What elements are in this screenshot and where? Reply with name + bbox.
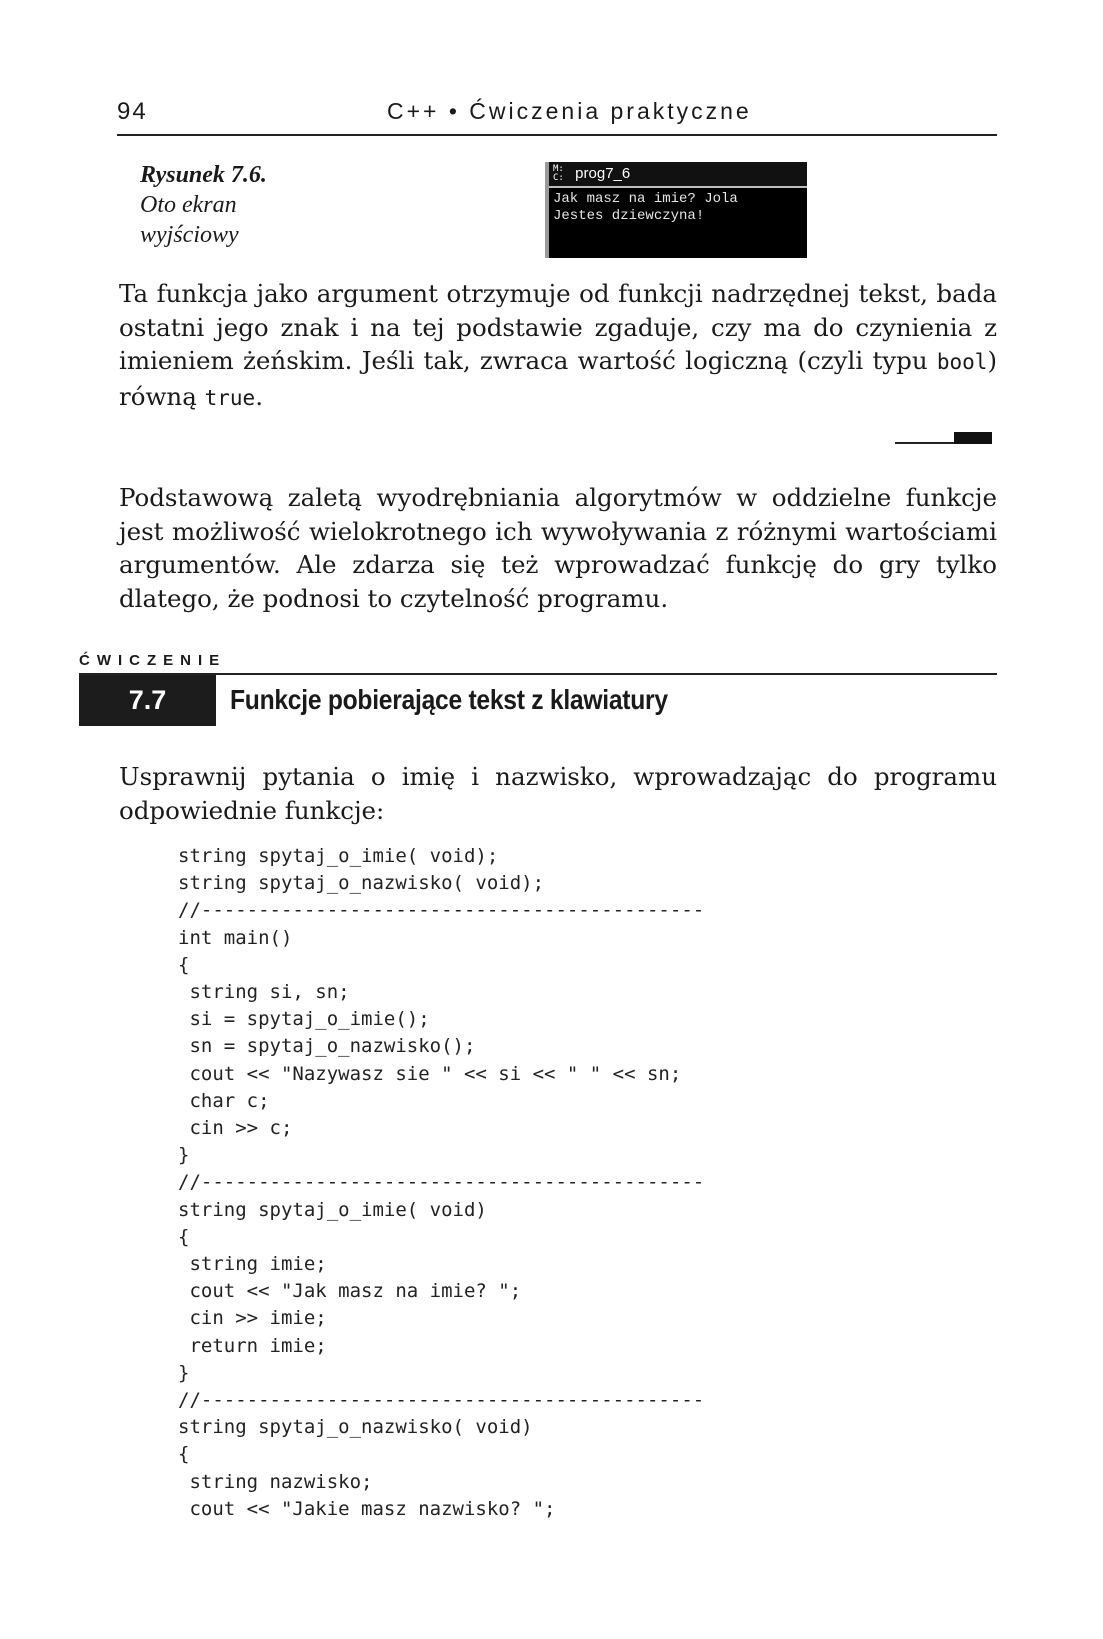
exercise-number: 7.7 [79, 675, 216, 726]
code-line: return imie; [178, 1334, 327, 1357]
inline-code-bool: bool [936, 350, 988, 374]
paragraph-text: . [255, 381, 263, 411]
code-line: { [178, 1225, 190, 1248]
code-line: char c; [178, 1089, 270, 1112]
code-line: string imie; [178, 1253, 327, 1276]
code-line: string spytaj_o_imie( void); [178, 845, 499, 867]
figure-label: Rysunek 7.6. [140, 162, 267, 188]
code-line: int main() [178, 926, 293, 949]
exercise-rule [79, 673, 997, 675]
body-paragraph-3: Usprawnij pytania o imię i nazwisko, wprowadzając do programu odpowiednie funkcje: [119, 762, 997, 825]
page-number: 94 [117, 98, 148, 125]
body-paragraph-2: Podstawową zaletą wyodrębniania algorytmów w oddzielne funkcje jest możliwość wielokrotnego ich wywoływania z różnymi wartościami argumentów. Ale zdarza się też wprowadzać funkcję do gry tylko dlatego, że podnosi to czytelność programu. [119, 483, 997, 613]
code-line: //-------------------------------------------- [178, 1389, 705, 1412]
figure-caption-line: wyjściowy [140, 222, 239, 248]
figure-caption [140, 160, 267, 250]
code-line: } [178, 1361, 190, 1384]
console-output [549, 188, 807, 228]
console-app-icon: M: C: [553, 164, 564, 184]
code-line: cout << "Nazywasz sie " << si << " " << sn; [178, 1062, 682, 1085]
console-window [545, 162, 807, 258]
code-line: { [178, 1443, 190, 1466]
code-line: string nazwisko; [178, 1470, 373, 1493]
inline-code-true: true [204, 385, 256, 410]
code-line: //-------------------------------------------- [178, 1171, 705, 1194]
running-title: C++ • Ćwiczenia praktyczne [387, 98, 752, 124]
body-paragraph-1 [119, 277, 997, 415]
code-line: { [178, 953, 190, 976]
code-listing [178, 843, 704, 1523]
code-line: sn = spytaj_o_nazwisko(); [178, 1035, 476, 1058]
code-line: string spytaj_o_imie( void) [178, 1198, 487, 1221]
page-header [117, 98, 997, 136]
end-mark-line [895, 442, 955, 444]
code-line: cout << "Jakie masz nazwisko? "; [178, 1497, 556, 1520]
exercise-label: ĆWICZENIE [79, 652, 227, 669]
code-line: string si, sn; [178, 981, 350, 1004]
code-line: cin >> imie; [178, 1307, 327, 1330]
code-line: cout << "Jak masz na imie? "; [178, 1280, 522, 1303]
exercise-title: Funkcje pobierające tekst z klawiatury [230, 684, 668, 715]
code-line: si = spytaj_o_imie(); [178, 1008, 430, 1031]
end-mark-block [954, 432, 992, 444]
code-line: string spytaj_o_nazwisko( void) [178, 1416, 533, 1439]
console-line: Jak masz na imie? Jola [553, 191, 738, 207]
code-line: } [178, 1144, 190, 1167]
console-title: prog7_6 [575, 165, 631, 182]
paragraph-text: Ta funkcja jako argument otrzymuje od funkcji nadrzędnej tekst, bada ostatni jego znak i na tej podstawie zgaduje, czy ma do czynienia z imieniem żeńskim. Jeśli tak, zwraca wartość logiczną (czyli typu [119, 279, 997, 375]
console-titlebar [549, 162, 807, 188]
code-line: string spytaj_o_nazwisko( void); [178, 872, 545, 895]
figure-caption-line: Oto ekran [140, 192, 237, 218]
code-line: cin >> c; [178, 1117, 293, 1140]
code-line: //-------------------------------------------- [178, 899, 705, 922]
console-line: Jestes dziewczyna! [553, 208, 705, 224]
end-of-section-mark [895, 432, 992, 444]
paragraph-text: ) równą [119, 346, 997, 411]
